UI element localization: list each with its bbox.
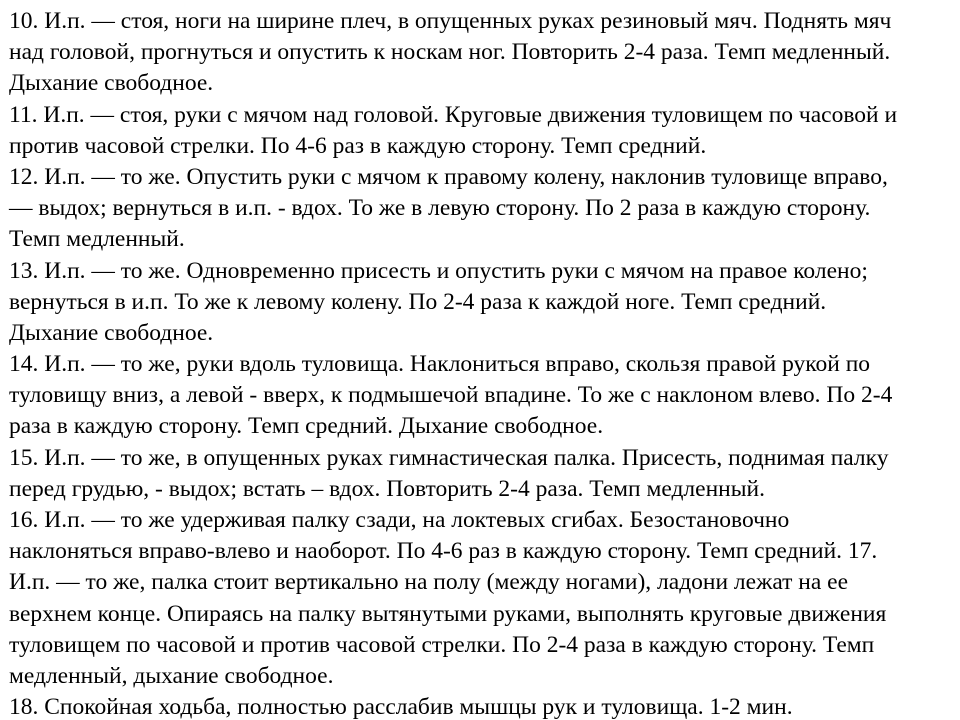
text-line: Темп медленный. [9, 226, 185, 253]
text-line: над головой, прогнуться и опустить к носкам ног. Повторить 2-4 раза. Темп медленный. [9, 39, 891, 66]
text-line: вернуться в и.п. То же к левому колену. По 2-4 раза к каждой ноге. Темп средний. [9, 288, 827, 315]
text-line: наклоняться вправо-влево и наоборот. По 4-6 раз в каждую сторону. Темп средний. 17. [9, 538, 878, 565]
text-line: туловищу вниз, а левой - вверх, к подмышечой впадине. То же с наклоном влево. По 2-4 [9, 382, 893, 409]
exercise-text [9, 6, 960, 720]
text-line: перед грудью, - выдох; встать – вдох. Повторить 2-4 раза. Темп медленный. [9, 475, 765, 502]
text-line: Дыхание свободное. [9, 70, 214, 97]
text-line: против часовой стрелки. По 4-6 раз в каждую сторону. Темп средний. [9, 132, 707, 159]
text-line: 13. И.п. — то же. Одновременно присесть и опустить руки с мячом на правое колено; [9, 257, 868, 284]
text-line: раза в каждую сторону. Темп средний. Дыхание свободное. [9, 413, 604, 440]
text-line: 16. И.п. — то же удерживая палку сзади, на локтевых сгибах. Безостановочно [9, 507, 790, 533]
text-line: медленный, дыхание свободное. [9, 662, 334, 689]
text-line: 14. И.п. — то же, руки вдоль туловища. Наклониться вправо, скользя правой рукой по [9, 351, 871, 378]
text-line: туловищем по часовой и против часовой стрелки. По 2-4 раза в каждую сторону. Темп [9, 631, 875, 658]
text-line: 15. И.п. — то же, в опущенных руках гимнастическая палка. Присесть, поднимая палку [9, 444, 889, 471]
text-line: 12. И.п. — то же. Опустить руки с мячом к правому колену, наклонив туловище вправо, [9, 163, 888, 190]
text-line: верхнем конце. Опираясь на палку вытянутыми руками, выполнять круговые движения [9, 600, 887, 627]
text-line: 11. И.п. — стоя, руки с мячом над головой. Круговые движения туловищем по часовой и [9, 101, 898, 128]
text-line: 18. Спокойная ходьба, полностью расслабив мышцы рук и туловища. 1-2 мин. [9, 694, 793, 720]
text-line: Дыхание свободное. [9, 319, 214, 346]
text-line: И.п. — то же, палка стоит вертикально на полу (между ногами), ладони лежат на ее [9, 569, 849, 596]
text-line: — выдох; вернуться в и.п. - вдох. То же в левую сторону. По 2 раза в каждую сторону. [9, 195, 871, 222]
text-line: 10. И.п. — стоя, ноги на ширине плеч, в опущенных руках резиновый мяч. Поднять мяч [9, 8, 892, 34]
